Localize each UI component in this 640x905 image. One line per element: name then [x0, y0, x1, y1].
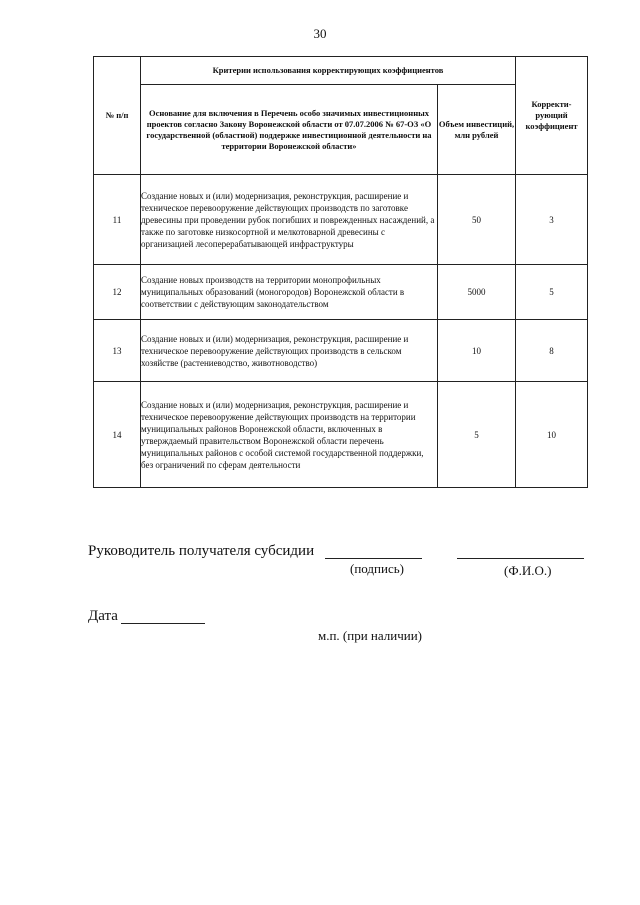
col-volume-header: Объем инвестиций, млн рублей: [438, 85, 516, 175]
row-coef: 3: [516, 175, 588, 265]
table-row: [94, 320, 588, 382]
row-basis: Создание новых и (или) модернизация, реконструкция, расширение и техническое перевооружение действующих производств на территории муниципальных районов Воронежской области, включенных в утверждаемый правительством Воронежской области перечень муниципальных районов с особой системой государственной поддержки, без ограничений по сферам деятельности: [141, 382, 438, 488]
signature-caption: (подпись): [350, 561, 404, 576]
signature-label: Руководитель получателя субсидии: [88, 543, 315, 559]
row-coef: 8: [516, 320, 588, 382]
row-volume: 10: [438, 320, 516, 382]
row-volume: 50: [438, 175, 516, 265]
page-number: 30: [313, 26, 327, 41]
row-coef: 10: [516, 382, 588, 488]
row-basis: Создание новых и (или) модернизация, реконструкция, расширение и техническое перевооружение действующих производств в сельском хозяйстве (растениеводство, животноводство): [141, 320, 438, 382]
date-label: Дата: [88, 608, 118, 624]
fio-caption: (Ф.И.О.): [504, 563, 552, 578]
criteria-table: [93, 56, 588, 488]
row-num: 12: [94, 265, 141, 320]
signature-blank: [325, 558, 422, 559]
row-num: 14: [94, 382, 141, 488]
row-volume: 5000: [438, 265, 516, 320]
row-coef: 5: [516, 265, 588, 320]
table-row: [94, 175, 588, 265]
col-coef-header: Корректи-рующий коэффициент: [516, 57, 588, 175]
fio-blank: [457, 558, 584, 559]
table-row: [94, 382, 588, 488]
date-blank: [121, 623, 205, 624]
col-num-header: № п/п: [94, 57, 141, 175]
stamp-note: м.п. (при наличии): [318, 628, 422, 643]
row-num: 11: [94, 175, 141, 265]
group-header: Критерии использования корректирующих коэффициентов: [141, 57, 516, 85]
col-basis-header: Основание для включения в Перечень особо значимых инвестиционных проектов согласно Закону Воронежской области от 07.07.2006 № 67-ОЗ «О государственной (областной) поддержке инвестиционной деятельности на территории Воронежской области»: [141, 85, 438, 175]
row-num: 13: [94, 320, 141, 382]
row-basis: Создание новых производств на территории монопрофильных муниципальных образований (моногородов) Воронежской области в соответствии с действующим законодательством: [141, 265, 438, 320]
row-basis: Создание новых и (или) модернизация, реконструкция, расширение и техническое перевооружение действующих производств по заготовке древесины при проведении рубок погибших и поврежденных насаждений, а также по заготовке низкосортной и мелкотоварной древесины с организацией лесоперерабатывающей инфраструктуры: [141, 175, 438, 265]
row-volume: 5: [438, 382, 516, 488]
table-row: [94, 265, 588, 320]
